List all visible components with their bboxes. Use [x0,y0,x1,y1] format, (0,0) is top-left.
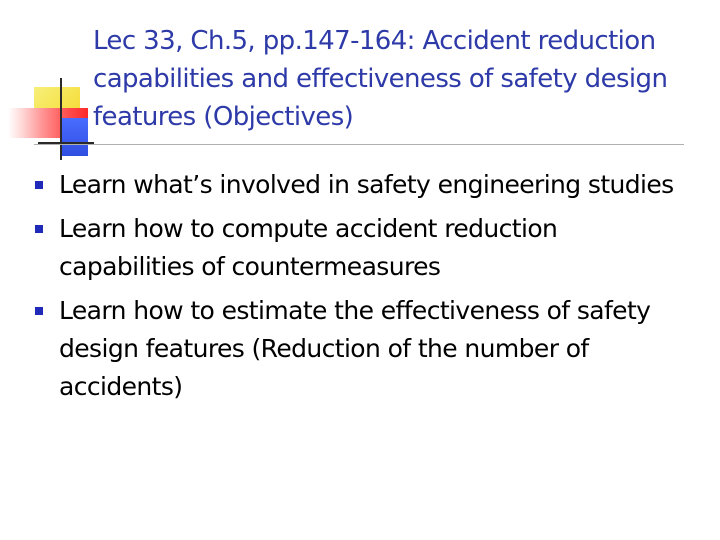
square-bullet-icon [35,225,43,233]
square-bullet-icon [35,307,43,315]
bullet-item [33,292,683,406]
bullet-item [33,166,683,204]
slide-title: Lec 33, Ch.5, pp.147-164: Accident reduction capabilities and effectiveness of safety design features (Objectives) [93,26,668,132]
vertical-line-shape [60,78,62,160]
title-divider [34,144,684,145]
bullet-text: Learn how to compute accident reduction capabilities of countermeasures [59,214,558,281]
bullet-item [33,210,683,286]
bullet-text: Learn how to estimate the effectiveness of safety design features (Reduction of the number of accidents) [59,296,651,401]
bullet-list [33,166,683,412]
blue-square-shape [60,118,88,156]
square-bullet-icon [35,181,43,189]
bullet-text: Learn what’s involved in safety engineering studies [59,170,674,199]
